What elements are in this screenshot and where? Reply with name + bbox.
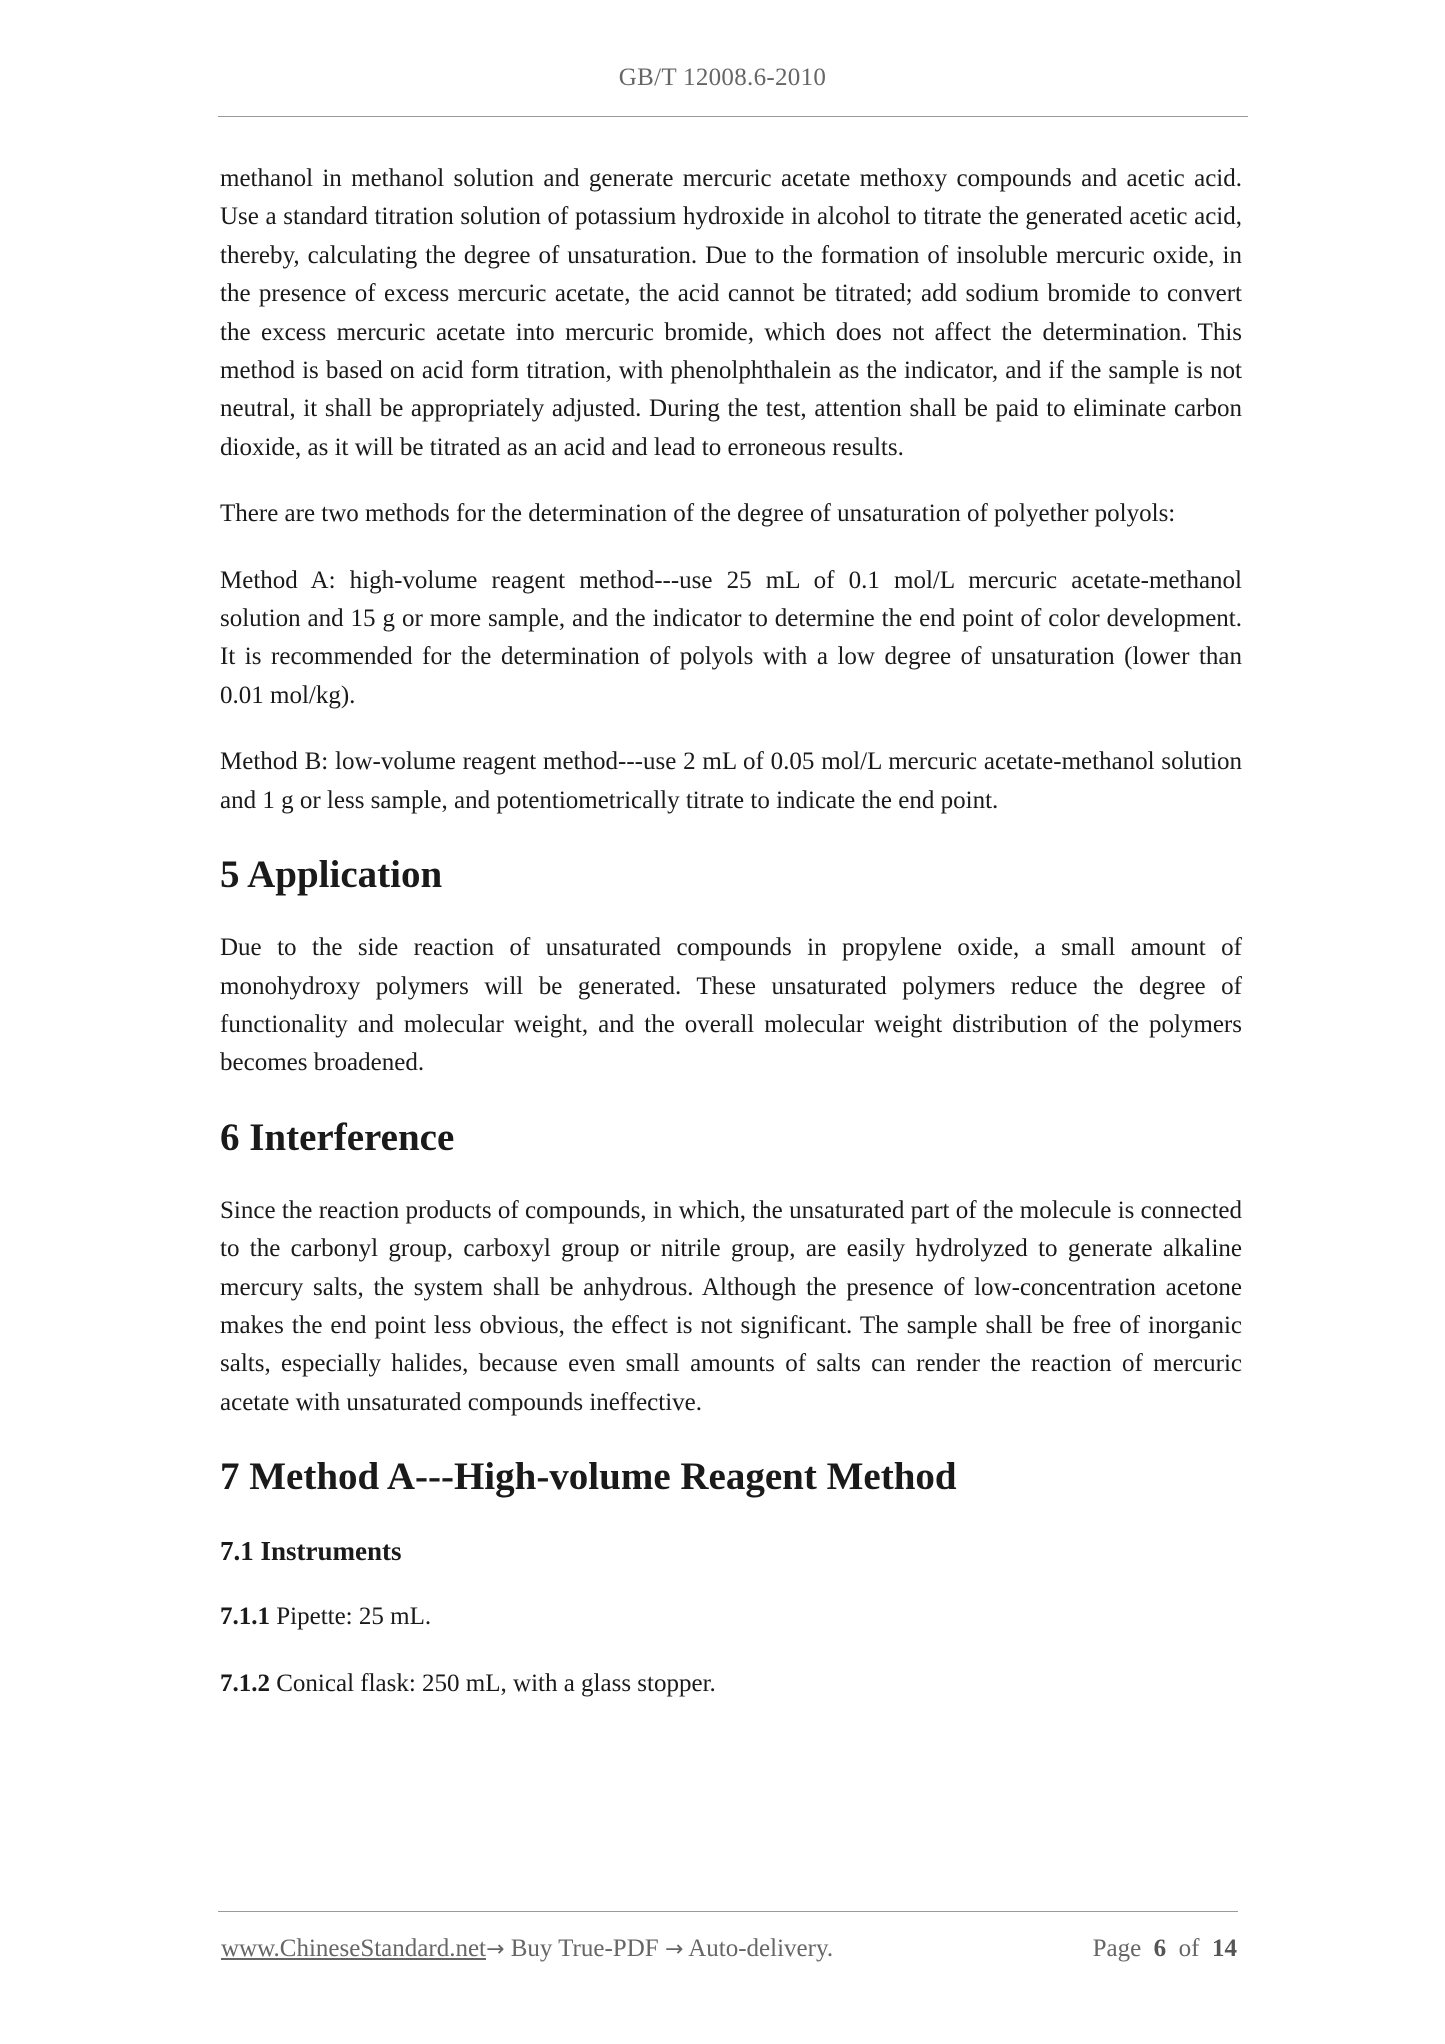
clause-number: 7.1.1 xyxy=(220,1603,270,1631)
arrow-right-icon: → xyxy=(486,1937,505,1962)
footer-divider xyxy=(218,1911,1238,1912)
clause-pipette xyxy=(220,1598,1242,1636)
website-link[interactable]: www.ChineseStandard.net xyxy=(221,1935,486,1962)
clause-text: Pipette: 25 mL. xyxy=(270,1603,432,1631)
page-indicator xyxy=(1093,1935,1237,1963)
of-label: of xyxy=(1178,1935,1200,1962)
current-page-number: 6 xyxy=(1153,1935,1167,1962)
paragraph-interference: Since the reaction products of compounds, in which, the unsaturated part of the molecule is connected to the carbonyl group, carboxyl group or nitrile group, are easily hydrolyzed to generate alkaline mercury salts, the system shall be anhydrous. Although the presence of low-concentration acetone makes the end point less obvious, the effect is not significant. The sample shall be free of inorganic salts, especially halides, because even small amounts of salts can render the reaction of mercuric acetate with unsaturated compounds ineffective. xyxy=(220,1196,1242,1416)
section-heading-application: 5 Application xyxy=(220,853,443,897)
auto-delivery-text: Auto-delivery. xyxy=(683,1935,834,1962)
footer-links xyxy=(221,1935,833,1963)
document-body xyxy=(220,160,1242,1703)
header-divider xyxy=(218,116,1248,117)
subsection-heading-instruments: 7.1 Instruments xyxy=(220,1536,402,1567)
section-heading-method-a: 7 Method A---High-volume Reagent Method xyxy=(220,1455,957,1499)
paragraph-application: Due to the side reaction of unsaturated compounds in propylene oxide, a small amount of monohydroxy polymers will be generated. These unsaturated polymers reduce the degree of functionality and molecular weight, and the overall molecular weight distribution of the polymers becomes broadened. xyxy=(220,934,1242,1077)
buy-pdf-text: Buy True-PDF xyxy=(504,1935,665,1962)
paragraph-two-methods: There are two methods for the determination of the degree of unsaturation of polyether polyols: xyxy=(220,500,1176,528)
arrow-right-icon: → xyxy=(664,1937,684,1962)
clause-text: Conical flask: 250 mL, with a glass stopper. xyxy=(270,1669,716,1697)
paragraph-method-b: Method B: low-volume reagent method---use 2 mL of 0.05 mol/L mercuric acetate-methanol solution and 1 g or less sample, and potentiometrically titrate to indicate the end point. xyxy=(220,748,1242,814)
section-heading-interference: 6 Interference xyxy=(220,1115,455,1159)
page-header-title: GB/T 12008.6-2010 xyxy=(618,64,827,91)
page-label: Page xyxy=(1092,1935,1142,1962)
paragraph-principle-continued: methanol in methanol solution and generate mercuric acetate methoxy compounds and acetic acid. Use a standard titration solution of potassium hydroxide in alcohol to titrate the generated acetic acid, thereby, calculating the degree of unsaturation. Due to the formation of insoluble mercuric oxide, in the presence of excess mercuric acetate, the acid cannot be titrated; add sodium bromide to convert the excess mercuric acetate into mercuric bromide, which does not affect the determination. This method is based on acid form titration, with phenolphthalein as the indicator, and if the sample is not neutral, it shall be appropriately adjusted. During the test, attention shall be paid to eliminate carbon dioxide, as it will be titrated as an acid and lead to erroneous results. xyxy=(220,165,1242,461)
total-pages-number: 14 xyxy=(1212,1935,1237,1962)
clause-conical-flask xyxy=(220,1665,1242,1703)
paragraph-method-a: Method A: high-volume reagent method---use 25 mL of 0.1 mol/L mercuric acetate-methanol solution and 15 g or more sample, and the indicator to determine the end point of color development. It is recommended for the determination of polyols with a low degree of unsaturation (lower than 0.01 mol/kg). xyxy=(220,566,1242,709)
clause-number: 7.1.2 xyxy=(220,1669,270,1697)
